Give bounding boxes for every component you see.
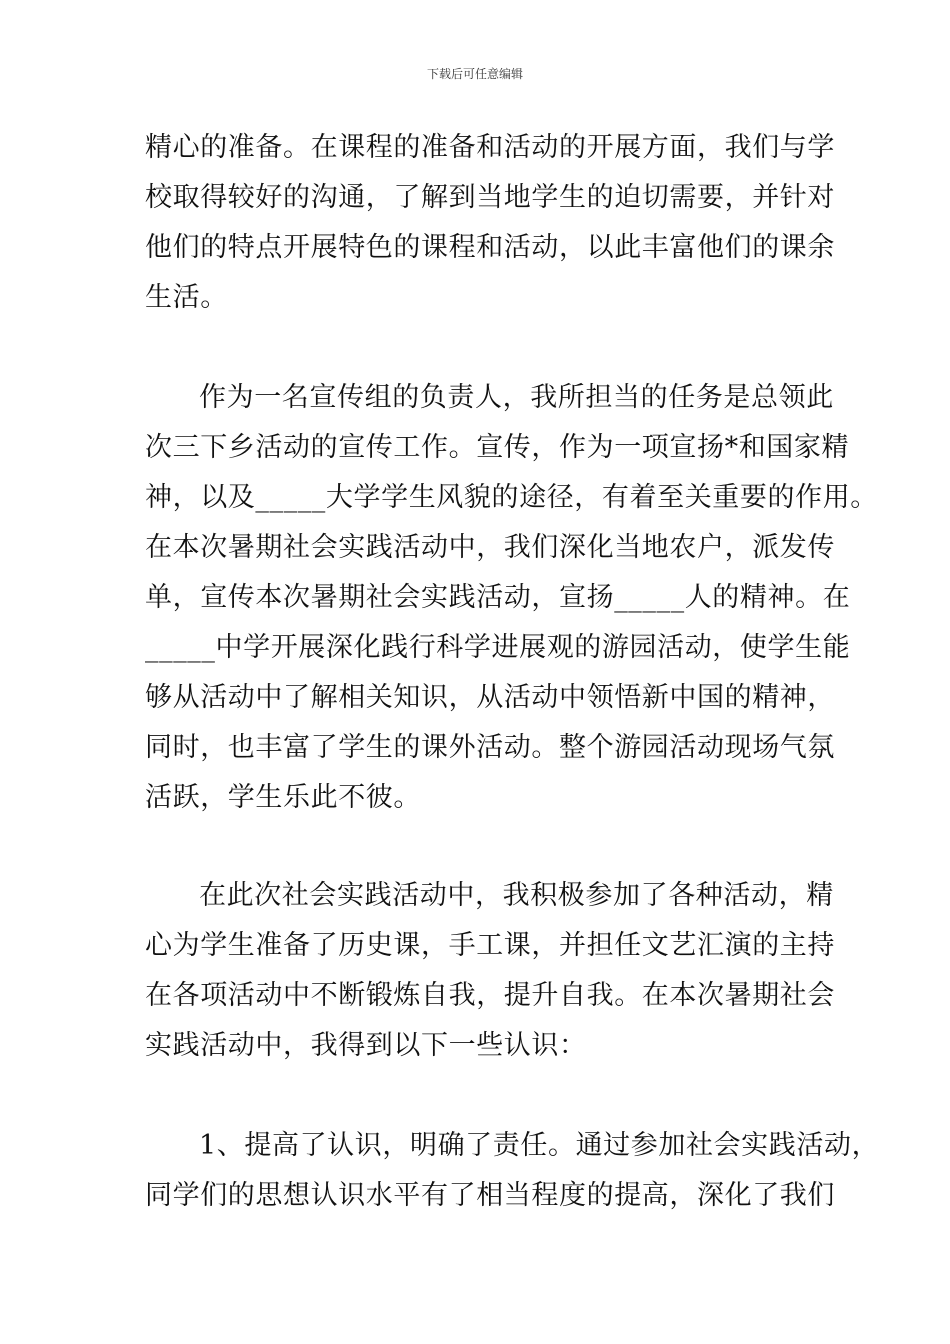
paragraph-line: 作为一名宣传组的负责人，我所担当的任务是总领此: [199, 382, 834, 413]
paragraph-line: 生活。: [145, 282, 228, 313]
paragraph-line: _____中学开展深化践行科学进展观的游园活动，使学生能: [145, 632, 851, 663]
paragraph-line: 精心的准备。在课程的准备和活动的开展方面，我们与学: [145, 132, 835, 163]
paragraph-line: 校取得较好的沟通，了解到当地学生的迫切需要，并针对: [145, 182, 835, 213]
page-header: 下载后可任意编辑: [426, 67, 523, 81]
paragraph-line: 同学们的思想认识水平有了相当程度的提高，深化了我们: [145, 1180, 835, 1211]
paragraph-line: 在此次社会实践活动中，我积极参加了各种活动，精: [199, 880, 834, 911]
paragraph-line: 够从活动中了解相关知识，从活动中领悟新中国的精神，: [145, 682, 835, 713]
paragraph-line: 神，以及_____大学学生风貌的途径，有着至关重要的作用。: [145, 482, 878, 513]
paragraph-line: 同时，也丰富了学生的课外活动。整个游园活动现场气氛: [145, 732, 835, 763]
paragraph-line: 他们的特点开展特色的课程和活动，以此丰富他们的课余: [145, 232, 835, 263]
paragraph-line: 单，宣传本次暑期社会实践活动，宣扬_____人的精神。在: [145, 582, 851, 613]
paragraph-line: 实践活动中，我得到以下一些认识：: [145, 1030, 587, 1061]
paragraph-line: 次三下乡活动的宣传工作。宣传，作为一项宣扬*和国家精: [145, 432, 850, 463]
paragraph-line: 1、提高了认识，明确了责任。通过参加社会实践活动，: [199, 1130, 880, 1161]
paragraph-line: 在各项活动中不断锻炼自我，提升自我。在本次暑期社会: [145, 980, 835, 1011]
paragraph-line: 心为学生准备了历史课，手工课，并担任文艺汇演的主持: [145, 930, 835, 961]
paragraph-line: 活跃，学生乐此不彼。: [145, 782, 421, 813]
paragraph-line: 在本次暑期社会实践活动中，我们深化当地农户，派发传: [145, 532, 835, 563]
